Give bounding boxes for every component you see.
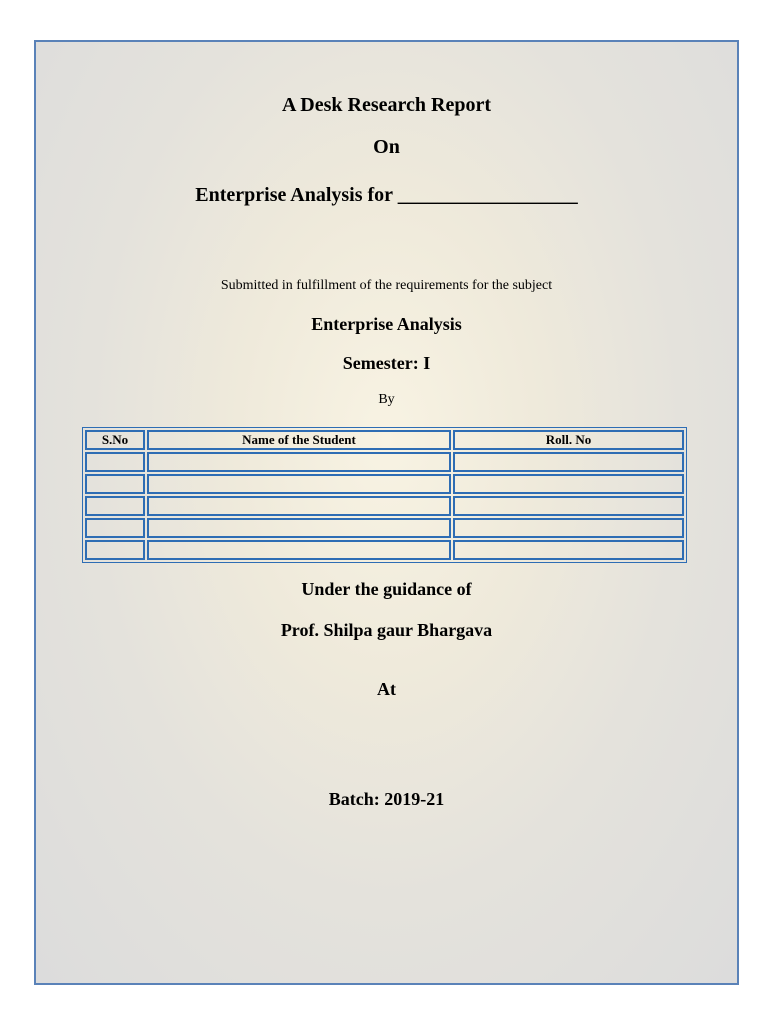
cell-student-name (147, 496, 451, 516)
cell-student-name (147, 452, 451, 472)
cover-page (34, 40, 739, 985)
table-row (85, 518, 684, 538)
table-row (85, 474, 684, 494)
students-table (82, 427, 687, 563)
cell-sno (85, 496, 145, 516)
header-roll-no: Roll. No (453, 430, 684, 450)
by-label: By (378, 392, 395, 407)
header-student-name: Name of the Student (147, 430, 451, 450)
cell-sno (85, 540, 145, 560)
cell-roll-no (453, 474, 684, 494)
semester-label: Semester: I (342, 353, 431, 373)
batch-label: Batch: 2019-21 (328, 789, 445, 809)
header-sno: S.No (85, 430, 145, 450)
subject-name: Enterprise Analysis (311, 314, 462, 334)
table-header-row (85, 430, 684, 450)
report-title: A Desk Research Report (281, 94, 492, 116)
table-row (85, 496, 684, 516)
cell-roll-no (453, 518, 684, 538)
cell-student-name (147, 474, 451, 494)
at-label: At (377, 679, 396, 699)
submission-statement: Submitted in fulfillment of the requirements for the subject (220, 278, 553, 293)
table-row (85, 452, 684, 472)
table-row (85, 540, 684, 560)
cell-roll-no (453, 540, 684, 560)
cell-sno (85, 474, 145, 494)
cell-student-name (147, 518, 451, 538)
cell-roll-no (453, 496, 684, 516)
cell-sno (85, 518, 145, 538)
professor-name: Prof. Shilpa gaur Bhargava (280, 620, 493, 640)
on-label: On (373, 136, 400, 158)
enterprise-analysis-line: Enterprise Analysis for __________________ (195, 184, 578, 206)
cell-student-name (147, 540, 451, 560)
cell-sno (85, 452, 145, 472)
guidance-label: Under the guidance of (301, 579, 472, 599)
cell-roll-no (453, 452, 684, 472)
